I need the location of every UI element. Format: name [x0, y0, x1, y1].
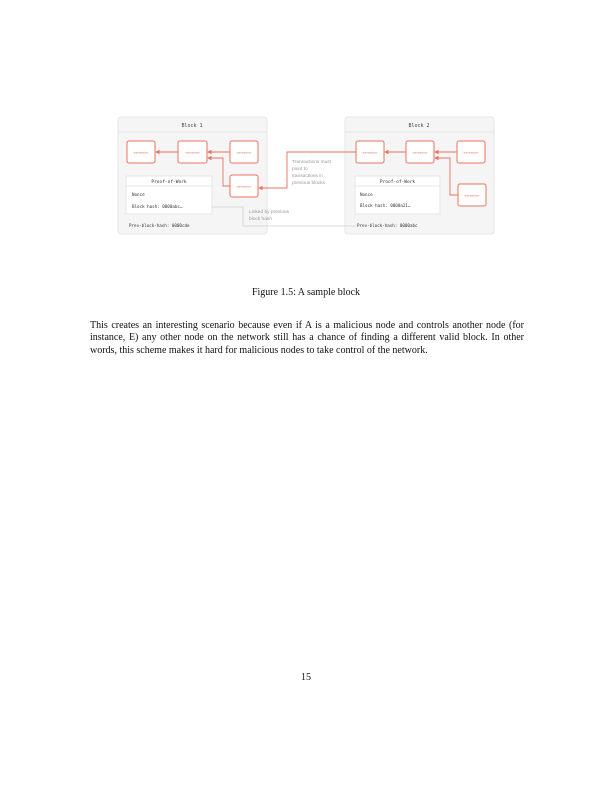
transaction-label: transaction: [133, 150, 149, 155]
block-1-prev-hash: Prev-block-hash: 0000cde: [129, 223, 190, 228]
svg-text:point to: point to: [292, 167, 308, 172]
block-2-prev-hash: Prev-block-hash: 0000abc: [357, 223, 418, 228]
sample-block-diagram: [0, 0, 612, 260]
figure-caption: Figure 1.5: A sample block: [251, 287, 361, 298]
block-2-proof-of-work: [355, 176, 440, 214]
svg-text:block hash: block hash: [249, 217, 272, 222]
svg-text:Transactions must: Transactions must: [292, 160, 332, 165]
svg-text:Proof-of-Work: Proof-of-Work: [379, 180, 416, 185]
block-1-proof-of-work: [126, 176, 212, 214]
svg-text:Block hash: 0000a21…: Block hash: 0000a21…: [360, 203, 411, 208]
svg-text:Nonce: Nonce: [132, 192, 145, 197]
page-number: 15: [301, 672, 311, 683]
body-paragraph: This creates an interesting scenario because even if A is a malicious node and controls another node (for instance, E) any other node on the network still has a chance of finding a different valid block. In other words, this scheme makes it hard for malicious nodes to take control of the network.: [90, 320, 524, 356]
transaction-label: transaction: [464, 193, 480, 198]
transaction-label: transaction: [412, 150, 428, 155]
transaction-label: transaction: [362, 150, 378, 155]
svg-text:previous blocks: previous blocks: [292, 181, 326, 186]
transaction-label: transaction: [236, 184, 252, 189]
svg-text:Proof-of-Work: Proof-of-Work: [151, 180, 187, 185]
svg-text:Block hash: 0000abc…: Block hash: 0000abc…: [132, 204, 183, 209]
transaction-label: transaction: [185, 150, 200, 155]
svg-text:Linked by previous: Linked by previous: [249, 210, 289, 215]
note-transactions: [292, 159, 332, 186]
block-2-title: Block 2: [408, 123, 430, 129]
transaction-label: transaction: [463, 150, 479, 155]
transaction-label: transaction: [236, 150, 252, 155]
svg-text:Nonce: Nonce: [360, 192, 373, 197]
svg-text:transactions in: transactions in: [292, 174, 323, 179]
block-1-title: Block 1: [181, 123, 203, 129]
